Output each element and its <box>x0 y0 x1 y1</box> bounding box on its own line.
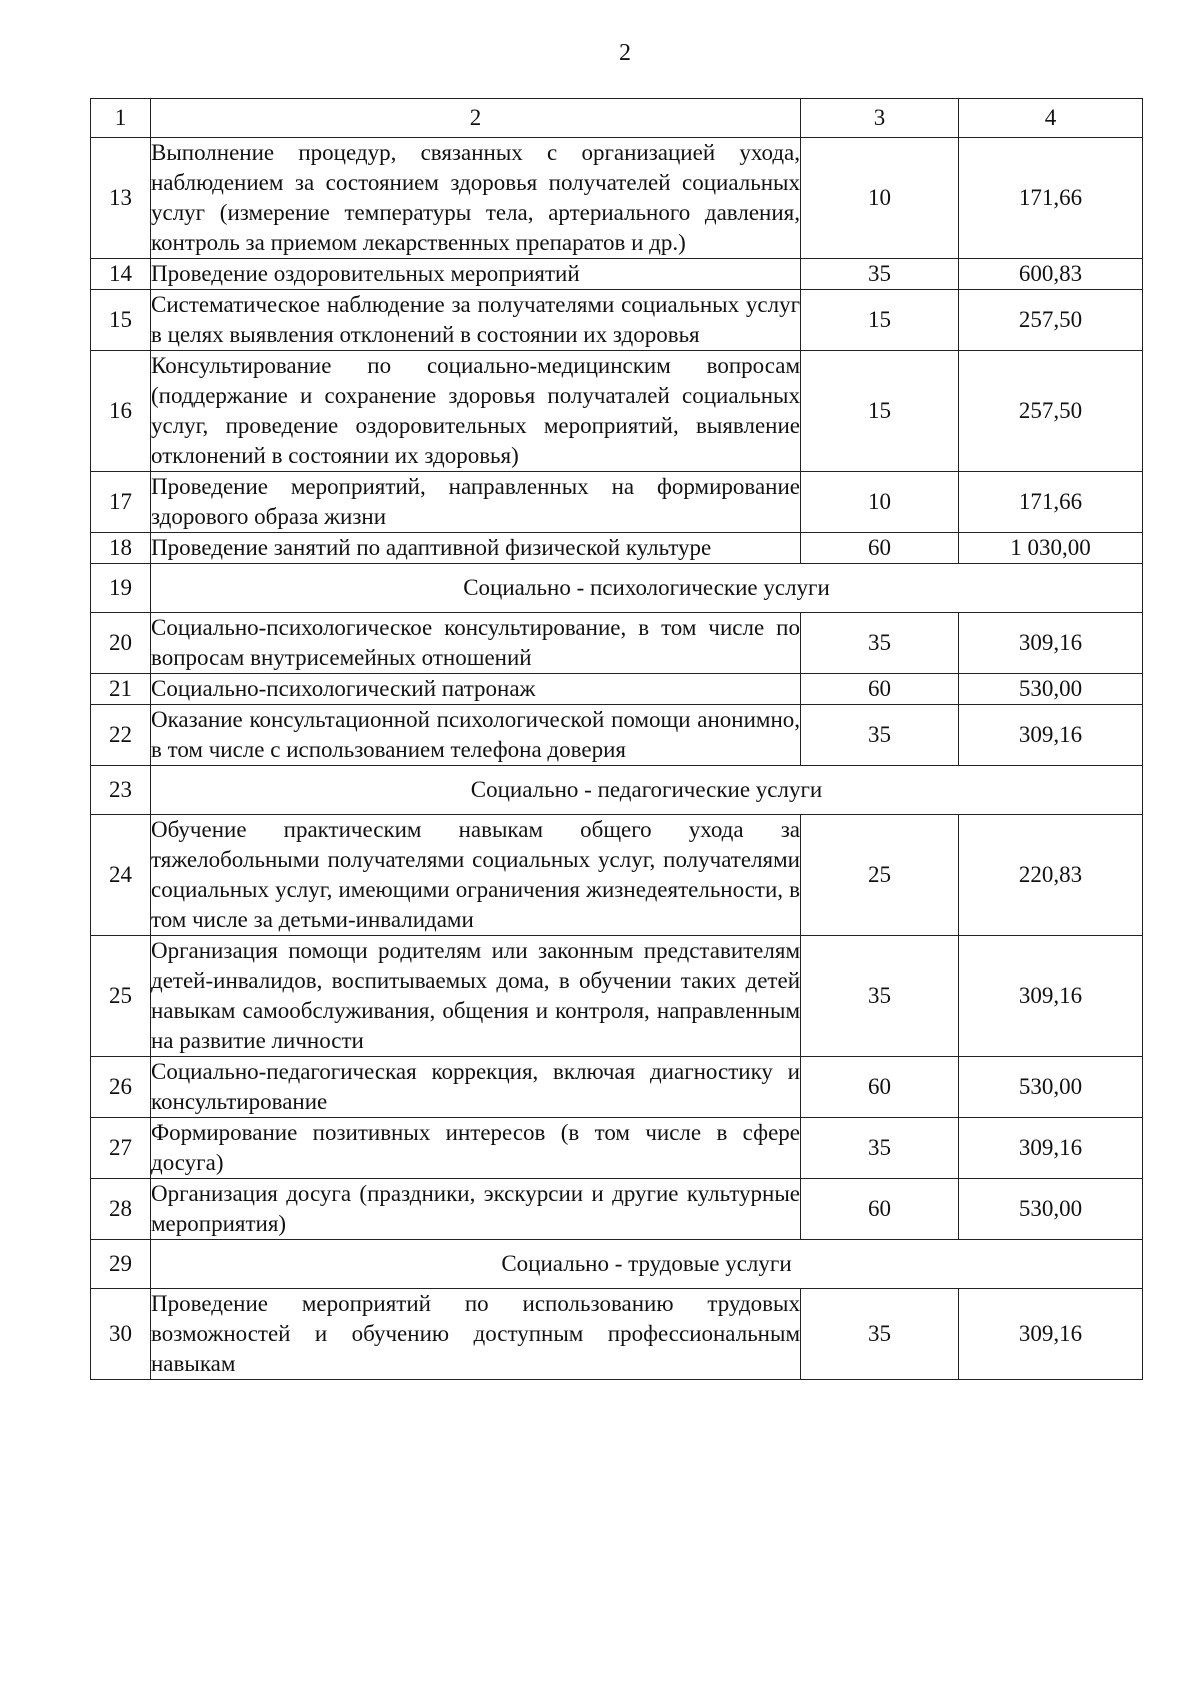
service-time: 35 <box>801 936 959 1057</box>
services-table-body <box>91 99 1143 1380</box>
table-row <box>91 138 1143 259</box>
table-row <box>91 290 1143 351</box>
service-price: 309,16 <box>959 1289 1143 1380</box>
header-col-1: 1 <box>91 99 151 138</box>
section-row <box>91 1240 1143 1289</box>
service-time: 25 <box>801 815 959 936</box>
service-price: 171,66 <box>959 472 1143 533</box>
row-number: 23 <box>91 766 151 815</box>
section-row <box>91 766 1143 815</box>
section-title: Социально - трудовые услуги <box>151 1240 1143 1289</box>
table-row <box>91 1179 1143 1240</box>
row-number: 29 <box>91 1240 151 1289</box>
row-number: 17 <box>91 472 151 533</box>
service-time: 15 <box>801 290 959 351</box>
service-time: 60 <box>801 1179 959 1240</box>
header-col-2: 2 <box>151 99 801 138</box>
service-time: 60 <box>801 533 959 564</box>
table-row <box>91 674 1143 705</box>
service-name: Проведение мероприятий, направленных на формирование здорового образа жизни <box>151 472 801 533</box>
service-time: 60 <box>801 674 959 705</box>
service-name: Систематическое наблюдение за получателями социальных услуг в целях выявления отклонений в состоянии их здоровья <box>151 290 801 351</box>
row-number: 22 <box>91 705 151 766</box>
service-time: 35 <box>801 705 959 766</box>
service-price: 530,00 <box>959 1057 1143 1118</box>
service-price: 309,16 <box>959 613 1143 674</box>
services-table <box>90 98 1143 1380</box>
service-name: Проведение оздоровительных мероприятий <box>151 259 801 290</box>
service-time: 35 <box>801 259 959 290</box>
header-col-4: 4 <box>959 99 1143 138</box>
service-name: Организация досуга (праздники, экскурсии и другие культурные мероприятия) <box>151 1179 801 1240</box>
table-row <box>91 613 1143 674</box>
section-title: Социально - психологические услуги <box>151 564 1143 613</box>
service-price: 309,16 <box>959 1118 1143 1179</box>
service-name: Социально-педагогическая коррекция, включая диагностику и консультирование <box>151 1057 801 1118</box>
service-price: 530,00 <box>959 1179 1143 1240</box>
service-time: 15 <box>801 351 959 472</box>
row-number: 14 <box>91 259 151 290</box>
service-name: Оказание консультационной психологической помощи анонимно, в том числе с использованием телефона доверия <box>151 705 801 766</box>
row-number: 15 <box>91 290 151 351</box>
row-number: 13 <box>91 138 151 259</box>
service-price: 1 030,00 <box>959 533 1143 564</box>
service-price: 309,16 <box>959 705 1143 766</box>
table-row <box>91 1289 1143 1380</box>
service-name: Социально-психологический патронаж <box>151 674 801 705</box>
service-name: Консультирование по социально-медицинским вопросам (поддержание и сохранение здоровья получаталей социальных услуг, проведение оздоровительных мероприятий, выявление отклонений в состоянии их здоровья) <box>151 351 801 472</box>
service-price: 600,83 <box>959 259 1143 290</box>
row-number: 25 <box>91 936 151 1057</box>
service-name: Проведение занятий по адаптивной физической культуре <box>151 533 801 564</box>
service-price: 171,66 <box>959 138 1143 259</box>
row-number: 28 <box>91 1179 151 1240</box>
row-number: 20 <box>91 613 151 674</box>
service-time: 35 <box>801 1289 959 1380</box>
service-price: 220,83 <box>959 815 1143 936</box>
header-col-3: 3 <box>801 99 959 138</box>
row-number: 18 <box>91 533 151 564</box>
service-price: 530,00 <box>959 674 1143 705</box>
service-name: Обучение практическим навыкам общего ухода за тяжелобольными получателями социальных услуг, получателями социальных услуг, имеющими ограничения жизнедеятельности, в том числе за детьми-инвалидами <box>151 815 801 936</box>
section-title: Социально - педагогические услуги <box>151 766 1143 815</box>
row-number: 27 <box>91 1118 151 1179</box>
service-time: 10 <box>801 472 959 533</box>
table-row <box>91 259 1143 290</box>
service-time: 10 <box>801 138 959 259</box>
row-number: 30 <box>91 1289 151 1380</box>
table-row <box>91 351 1143 472</box>
row-number: 26 <box>91 1057 151 1118</box>
table-row <box>91 533 1143 564</box>
service-name: Формирование позитивных интересов (в том числе в сфере досуга) <box>151 1118 801 1179</box>
table-header-row <box>91 99 1143 138</box>
row-number: 24 <box>91 815 151 936</box>
service-name: Выполнение процедур, связанных с организацией ухода, наблюдением за состоянием здоровья получателей социальных услуг (измерение температуры тела, артериального давления, контроль за приемом лекарственных препаратов и др.) <box>151 138 801 259</box>
table-row <box>91 1057 1143 1118</box>
table-row <box>91 705 1143 766</box>
service-price: 257,50 <box>959 290 1143 351</box>
service-name: Организация помощи родителям или законным представителям детей-инвалидов, воспитываемых дома, в обучении таких детей навыкам самообслуживания, общения и контроля, направленным на развитие личности <box>151 936 801 1057</box>
row-number: 16 <box>91 351 151 472</box>
service-time: 35 <box>801 613 959 674</box>
table-row <box>91 936 1143 1057</box>
row-number: 21 <box>91 674 151 705</box>
page-number: 2 <box>619 40 631 66</box>
service-price: 309,16 <box>959 936 1143 1057</box>
section-row <box>91 564 1143 613</box>
table-row <box>91 1118 1143 1179</box>
service-name: Проведение мероприятий по использованию трудовых возможностей и обучению доступным профессиональным навыкам <box>151 1289 801 1380</box>
service-price: 257,50 <box>959 351 1143 472</box>
row-number: 19 <box>91 564 151 613</box>
service-name: Социально-психологическое консультирование, в том числе по вопросам внутрисемейных отношений <box>151 613 801 674</box>
table-row <box>91 472 1143 533</box>
service-time: 35 <box>801 1118 959 1179</box>
service-time: 60 <box>801 1057 959 1118</box>
table-row <box>91 815 1143 936</box>
